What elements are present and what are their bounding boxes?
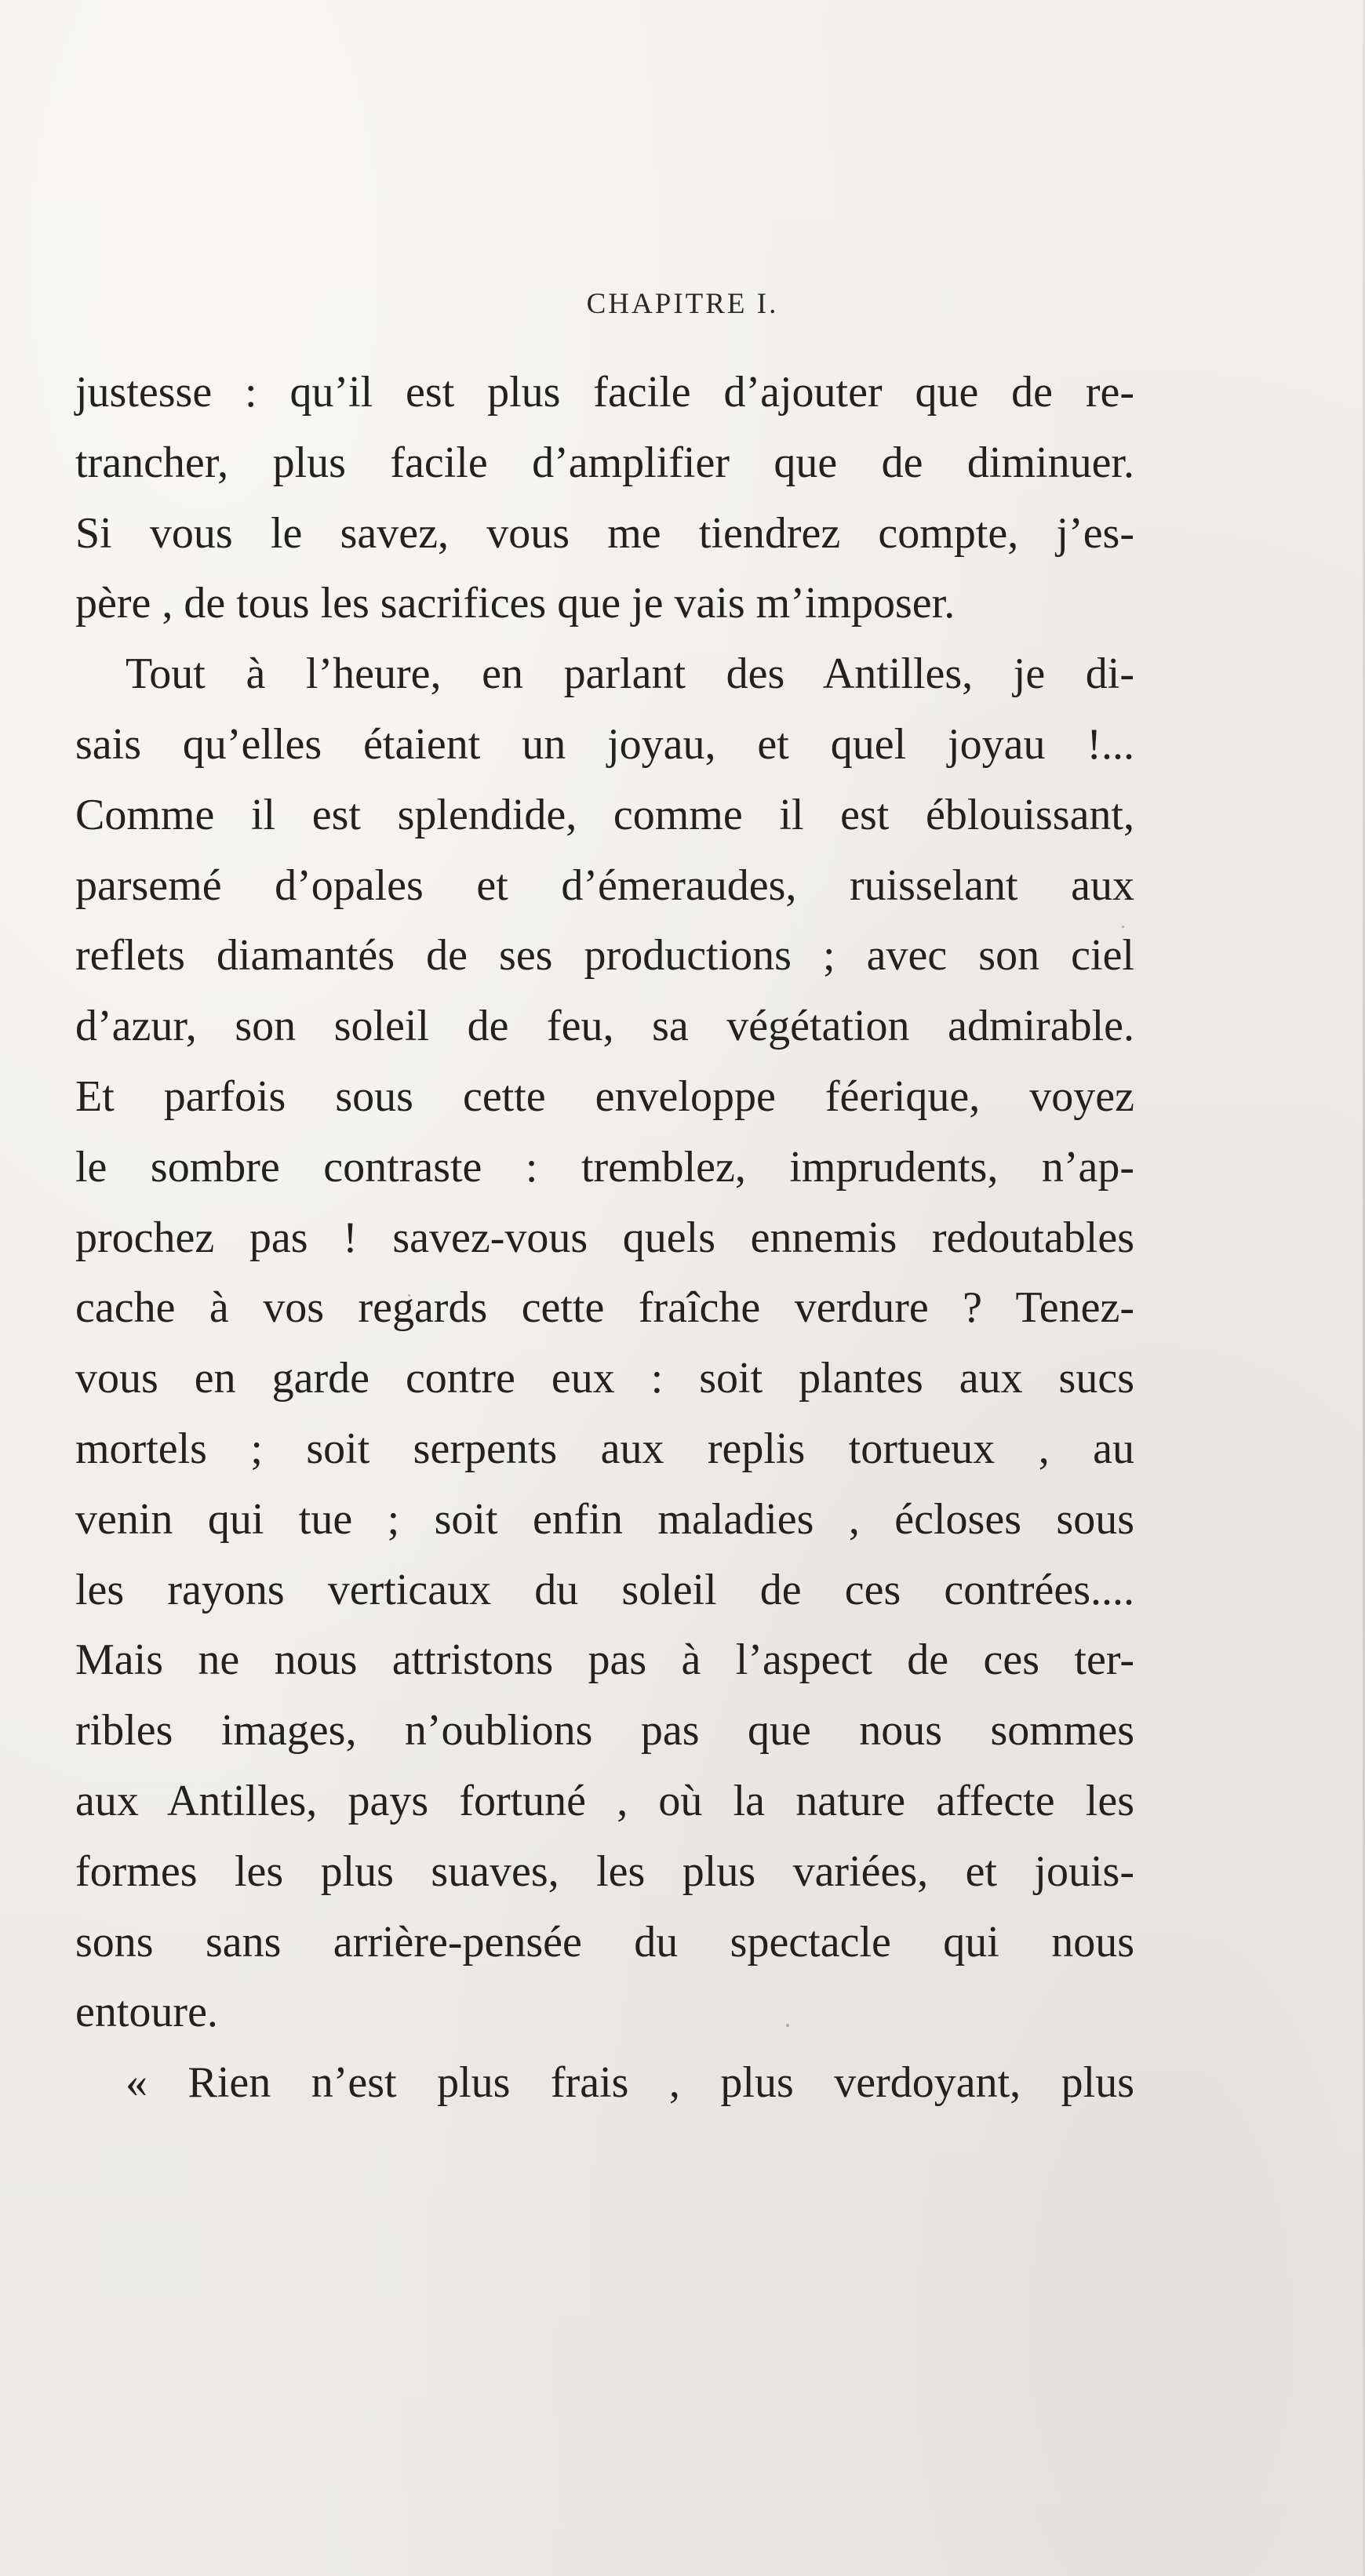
text-line: Tout à l’heure, en parlant des Antilles, je di- (126, 649, 1134, 699)
text-line: mortels ; soit serpents aux replis tortueux , au (75, 1424, 1134, 1473)
paper-speck (786, 2024, 789, 2027)
text-line: cache à vos regards cette fraîche verdure ? Tenez- (75, 1283, 1134, 1333)
body-text (75, 358, 1134, 2119)
text-line: sais qu’elles étaient un joyau, et quel joyau !... (75, 719, 1134, 769)
text-line: vous en garde contre eux : soit plantes aux sucs (75, 1354, 1134, 1403)
text-line: aux Antilles, pays fortuné , où la nature affecte les (75, 1776, 1134, 1825)
text-line: ribles images, n’oublions pas que nous sommes (75, 1706, 1134, 1756)
text-line: sons sans arrière-pensée du spectacle qui nous (75, 1917, 1134, 1967)
text-line: entoure. (75, 1988, 218, 2037)
text-line: Mais ne nous attristons pas à l’aspect de ces ter- (75, 1635, 1134, 1685)
paper-speck (408, 1294, 410, 1297)
text-line: Si vous le savez, vous me tiendrez compte, j’es- (75, 508, 1134, 558)
text-line: « Rien n’est plus frais , plus verdoyant, plus (126, 2058, 1134, 2108)
text-line: trancher, plus facile d’amplifier que de diminuer. (75, 438, 1134, 487)
text-line: d’azur, son soleil de feu, sa végétation admirable. (75, 1002, 1134, 1051)
text-line: prochez pas ! savez-vous quels ennemis redoutables (75, 1213, 1134, 1262)
text-line: Et parfois sous cette enveloppe féerique, voyez (75, 1072, 1134, 1121)
text-line: reflets diamantés de ses productions ; avec son ciel (75, 931, 1134, 981)
paper-speck (1122, 926, 1124, 928)
running-head: CHAPITRE I. (586, 288, 779, 320)
text-line: père , de tous les sacrifices que je vais m’imposer. (75, 579, 956, 628)
text-line: Comme il est splendide, comme il est éblouissant, (75, 790, 1134, 839)
text-line: les rayons verticaux du soleil de ces contrées.... (75, 1565, 1134, 1614)
text-line: formes les plus suaves, les plus variées, et jouis- (75, 1846, 1134, 1896)
text-line: venin qui tue ; soit enfin maladies , écloses sous (75, 1494, 1134, 1544)
text-line: parsemé d’opales et d’émeraudes, ruisselant aux (75, 860, 1134, 910)
text-line: justesse : qu’il est plus facile d’ajouter que de re- (75, 368, 1134, 417)
text-line: le sombre contraste : tremblez, imprudents, n’ap- (75, 1142, 1134, 1192)
